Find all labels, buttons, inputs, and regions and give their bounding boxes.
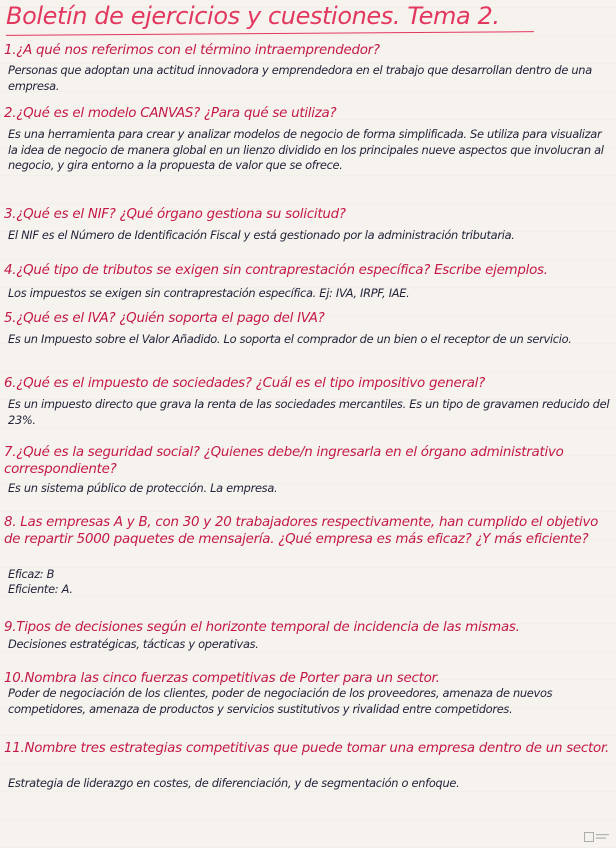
question-11: 11.Nombre tres estrategias competitivas que puede tomar una empresa dentro de un sector.: [4, 741, 610, 756]
answer-9: Decisiones estratégicas, tácticas y operativas.: [8, 637, 259, 651]
answer-1: Personas que adoptan una actitud innovadora y emprendedora en el trabajo que desarrollan dentro de una empresa.: [8, 63, 592, 93]
title-underline: [6, 31, 534, 36]
answer-3: El NIF es el Número de Identificación Fiscal y está gestionado por la administración tributaria.: [8, 228, 515, 242]
question-1: 1.¿A qué nos referimos con el término intraemprendedor?: [4, 43, 380, 58]
question-7: 7.¿Qué es la seguridad social? ¿Quienes debe/n ingresarla en el órgano administrativo correspondiente?: [4, 445, 564, 477]
answer-8-efficacy: Eficaz: B: [8, 567, 55, 581]
question-9: 9.Tipos de decisiones según el horizonte temporal de incidencia de las mismas.: [4, 620, 520, 635]
question-5: 5.¿Qué es el IVA? ¿Quién soporta el pago del IVA?: [4, 311, 325, 326]
answer-11: Estrategia de liderazgo en costes, de diferenciación, y de segmentación o enfoque.: [8, 776, 460, 790]
answer-2: Es una herramienta para crear y analizar modelos de negocio de forma simplificada. Se utiliza para visualizar la idea de negocio de manera global en un lienzo dividido en los principales nueve aspectos que involucran al negocio, y gira entorno a la propuesta de valor que se ofrece.: [8, 127, 604, 172]
question-3: 3.¿Qué es el NIF? ¿Qué órgano gestiona su solicitud?: [4, 207, 346, 222]
question-10: 10.Nombra las cinco fuerzas competitivas de Porter para un sector.: [4, 671, 440, 686]
question-4: 4.¿Qué tipo de tributos se exigen sin contraprestación específica? Escribe ejemplos.: [4, 263, 548, 278]
answer-10: Poder de negociación de los clientes, poder de negociación de los proveedores, amenaza de nuevos competidores, amenaza de productos y servicios sustitutivos y rivalidad entre competidores.: [8, 686, 553, 716]
page-title: Boletín de ejercicios y cuestiones. Tema 2.: [6, 2, 500, 30]
question-8: 8. Las empresas A y B, con 30 y 20 trabajadores respectivamente, han cumplido el objetivo de repartir 5000 paquetes de mensajería. ¿Qué empresa es más eficaz? ¿Y más eficiente?: [4, 515, 599, 547]
scanner-watermark-icon: [584, 832, 610, 842]
question-2: 2.¿Qué es el modelo CANVAS? ¿Para qué se utiliza?: [4, 106, 337, 121]
answer-8-efficiency: Eficiente: A.: [8, 582, 73, 596]
answer-7: Es un sistema público de protección. La empresa.: [8, 481, 278, 495]
answer-4: Los impuestos se exigen sin contraprestación específica. Ej: IVA, IRPF, IAE.: [8, 286, 410, 300]
question-6: 6.¿Qué es el impuesto de sociedades? ¿Cuál es el tipo impositivo general?: [4, 376, 486, 391]
answer-5: Es un Impuesto sobre el Valor Añadido. Lo soporta el comprador de un bien o el receptor de un servicio.: [8, 332, 572, 346]
answer-6: Es un impuesto directo que grava la renta de las sociedades mercantiles. Es un tipo de gravamen reducido del 23%.: [8, 397, 610, 427]
